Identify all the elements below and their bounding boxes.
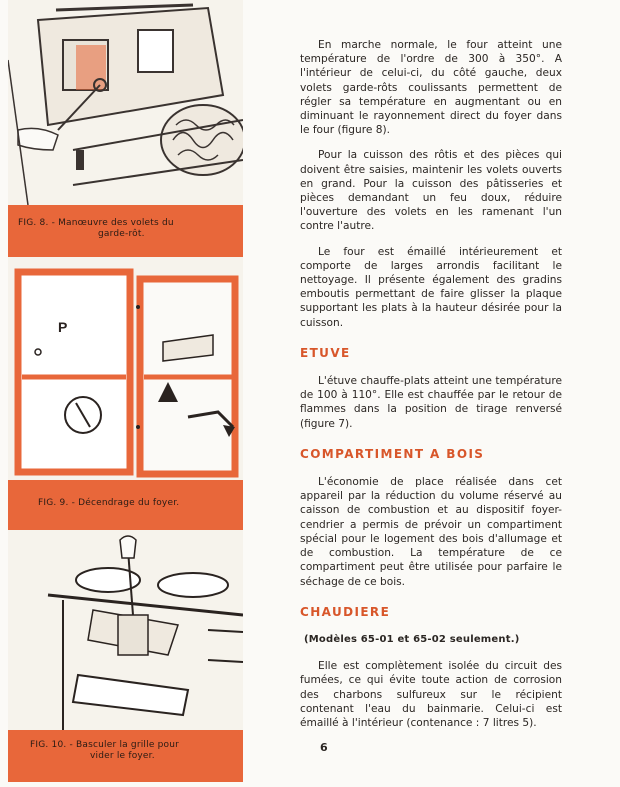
heading-compartiment-bois: COMPARTIMENT A BOIS <box>300 446 485 461</box>
oven-shutters-drawing <box>8 0 243 205</box>
figure-8-caption-line1: FIG. 8. - Manœuvre des volets du <box>18 218 174 228</box>
illustrations-column <box>0 0 250 787</box>
figure-9-caption <box>8 480 243 530</box>
figure-8-caption-line2: garde-rôt. <box>98 229 145 239</box>
figure-10-illustration <box>8 530 243 730</box>
figure-8-illustration <box>8 0 243 205</box>
figure-9-caption-line1: FIG. 9. - Décendrage du foyer. <box>38 498 180 508</box>
paragraph-oven-temperature: En marche normale, le four atteint une température de l'ordre de 300 à 350°. A l'intérieur de celui-ci, du côté gauche, deux volets garde-rôts coulissants permettent de régler sa température en augmentant ou en diminuant le rayonnement direct du foyer dans le four (figure 8). <box>300 39 562 137</box>
text-column <box>300 38 562 755</box>
paragraph-roasting: Pour la cuisson des rôtis et des pièces qui doivent être saisies, maintenir les volets ouverts en grand. Pour la cuisson des pâtisseries et pièces demandant un feu doux, réduire l'ouverture des volets en les ramenant l'un contre l'autre. <box>300 149 562 233</box>
paragraph-compartiment: L'économie de place réalisée dans cet appareil par la réduction du volume réservé au caisson de combustion et au dispositif foyer-cendrier a permis de prévoir un compartiment spécial pour le logement des bois d'allumage et de combustion. La température de ce compartiment peut être utilisée pour parfaire le séchage de ce bois. <box>300 476 562 588</box>
figure-10-caption-line2: vider le foyer. <box>90 751 155 761</box>
page-number: 6 <box>320 741 328 755</box>
figure-8-caption <box>8 205 243 257</box>
door-letter: P <box>58 319 68 335</box>
paragraph-enamel: Le four est émaillé intérieurement et comporte de larges arrondis facilitant le nettoyage. Il présente également des gradins emboutis permettant de faire glisser la plaque supportant les plats à la hauteur désirée pour la cuisson. <box>300 245 562 329</box>
paragraph-etuve: L'étuve chauffe-plats atteint une température de 100 à 110°. Elle est chauffée par le retour de flammes dans la position de tirage renversé (figure 7). <box>300 375 562 430</box>
figure-10-caption-line1: FIG. 10. - Basculer la grille pour <box>30 740 180 750</box>
subheading-models: (Modèles 65-01 et 65-02 seulement.) <box>304 633 520 645</box>
ash-grate-drawing <box>8 530 243 730</box>
paragraph-chaudiere: Elle est complètement isolée du circuit des fumées, ce qui évite toute action de corrosion des charbons sulfureux sur le récipient contenant l'eau du bainmarie. Celui-ci est émaillé à l'intérieur (contenance : 7 litres 5). <box>300 660 562 729</box>
heading-chaudiere: CHAUDIERE <box>300 604 391 619</box>
oven-doors-drawing <box>8 257 243 480</box>
figure-9-illustration <box>8 257 243 480</box>
heading-etuve: ETUVE <box>300 345 351 360</box>
figure-10-caption <box>8 730 243 782</box>
